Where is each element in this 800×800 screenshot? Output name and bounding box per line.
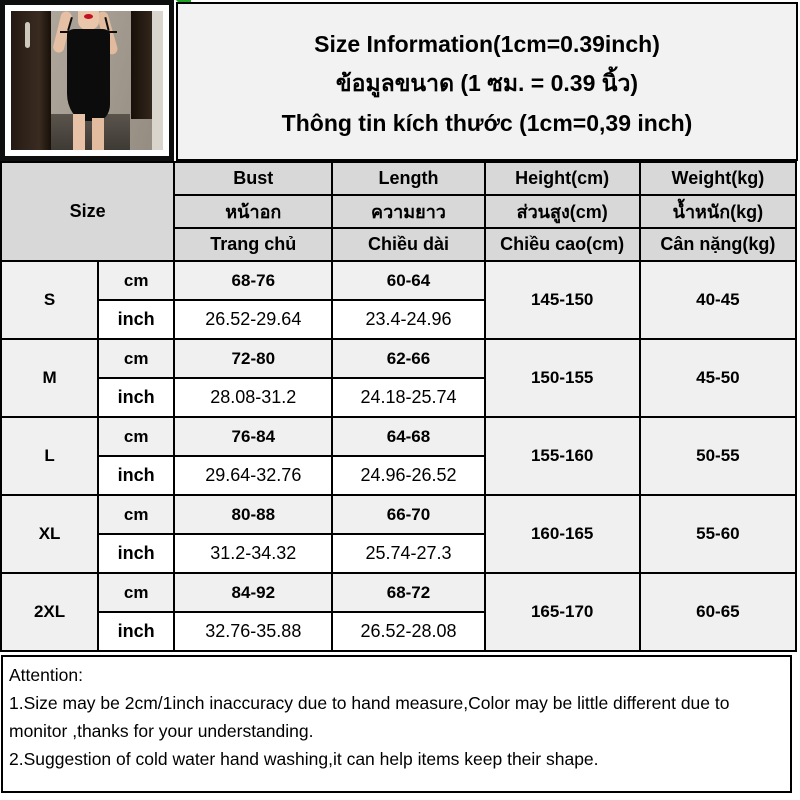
product-photo [11,11,163,150]
black-slip-dress [67,29,110,121]
s-height: 145-150 [485,261,640,339]
unit-inch: inch [98,300,174,339]
row-xl-cm [1,495,796,534]
size-table [0,161,797,652]
2xl-height: 165-170 [485,573,640,651]
l-length-inch: 24.96-26.52 [332,456,484,495]
size-label-s: S [1,261,98,339]
s-bust-inch: 26.52-29.64 [174,300,332,339]
col-header-height-vi: Chiều cao(cm) [485,228,640,261]
hallway-door-left [11,11,51,150]
xl-weight: 55-60 [640,495,796,573]
xl-length-inch: 25.74-27.3 [332,534,484,573]
m-height: 150-155 [485,339,640,417]
col-header-weight-vi: Cân nặng(kg) [640,228,796,261]
col-header-bust-en: Bust [174,162,332,195]
unit-cm: cm [98,261,174,300]
attention-section [1,655,792,793]
unit-cm: cm [98,573,174,612]
2xl-length-cm: 68-72 [332,573,484,612]
l-length-cm: 64-68 [332,417,484,456]
col-header-bust-vi: Trang chủ [174,228,332,261]
size-header-cell: Size [1,162,174,261]
col-header-length-th: ความยาว [332,195,484,228]
unit-inch: inch [98,534,174,573]
s-bust-cm: 68-76 [174,261,332,300]
attention-heading: Attention: [9,665,83,685]
hallway-wall-edge [152,11,163,150]
product-photo-frame [0,0,174,161]
title-english: Size Information(1cm=0.39inch) [314,30,660,57]
title-panel [176,2,798,161]
m-length-cm: 62-66 [332,339,484,378]
hallway-door-right [131,11,152,119]
2xl-bust-inch: 32.76-35.88 [174,612,332,651]
2xl-weight: 60-65 [640,573,796,651]
s-weight: 40-45 [640,261,796,339]
model-leg-left [73,114,85,150]
unit-cm: cm [98,495,174,534]
title-thai: ข้อมูลขนาด (1 ซม. = 0.39 นิ้ว) [335,69,639,96]
size-label-l: L [1,417,98,495]
m-bust-inch: 28.08-31.2 [174,378,332,417]
col-header-bust-th: หน้าอก [174,195,332,228]
row-s-cm [1,261,796,300]
l-bust-inch: 29.64-32.76 [174,456,332,495]
col-header-weight-en: Weight(kg) [640,162,796,195]
title-vietnamese: Thông tin kích thước (1cm=0,39 inch) [281,109,693,136]
xl-bust-cm: 80-88 [174,495,332,534]
door-handle [25,22,30,48]
unit-inch: inch [98,456,174,495]
unit-cm: cm [98,417,174,456]
xl-length-cm: 66-70 [332,495,484,534]
size-label-2xl: 2XL [1,573,98,651]
col-header-length-en: Length [332,162,484,195]
model-lips [84,14,93,19]
m-weight: 45-50 [640,339,796,417]
row-2xl-cm [1,573,796,612]
attention-note-1: 1.Size may be 2cm/1inch inaccuracy due to hand measure,Color may be little different due to monitor ,thanks for your understanding. [9,693,730,741]
m-bust-cm: 72-80 [174,339,332,378]
unit-cm: cm [98,339,174,378]
s-length-inch: 23.4-24.96 [332,300,484,339]
xl-bust-inch: 31.2-34.32 [174,534,332,573]
model-leg-right [92,118,104,150]
unit-inch: inch [98,378,174,417]
size-label-xl: XL [1,495,98,573]
2xl-bust-cm: 84-92 [174,573,332,612]
l-height: 155-160 [485,417,640,495]
2xl-length-inch: 26.52-28.08 [332,612,484,651]
col-header-weight-th: น้ำหนัก(kg) [640,195,796,228]
top-section [0,0,800,162]
col-header-length-vi: Chiều dài [332,228,484,261]
unit-inch: inch [98,612,174,651]
s-length-cm: 60-64 [332,261,484,300]
header-row-english [1,162,796,195]
l-weight: 50-55 [640,417,796,495]
col-header-height-th: ส่วนสูง(cm) [485,195,640,228]
row-l-cm [1,417,796,456]
col-header-height-en: Height(cm) [485,162,640,195]
size-label-m: M [1,339,98,417]
xl-height: 160-165 [485,495,640,573]
attention-note-2: 2.Suggestion of cold water hand washing,it can help items keep their shape. [9,749,599,769]
l-bust-cm: 76-84 [174,417,332,456]
m-length-inch: 24.18-25.74 [332,378,484,417]
row-m-cm [1,339,796,378]
